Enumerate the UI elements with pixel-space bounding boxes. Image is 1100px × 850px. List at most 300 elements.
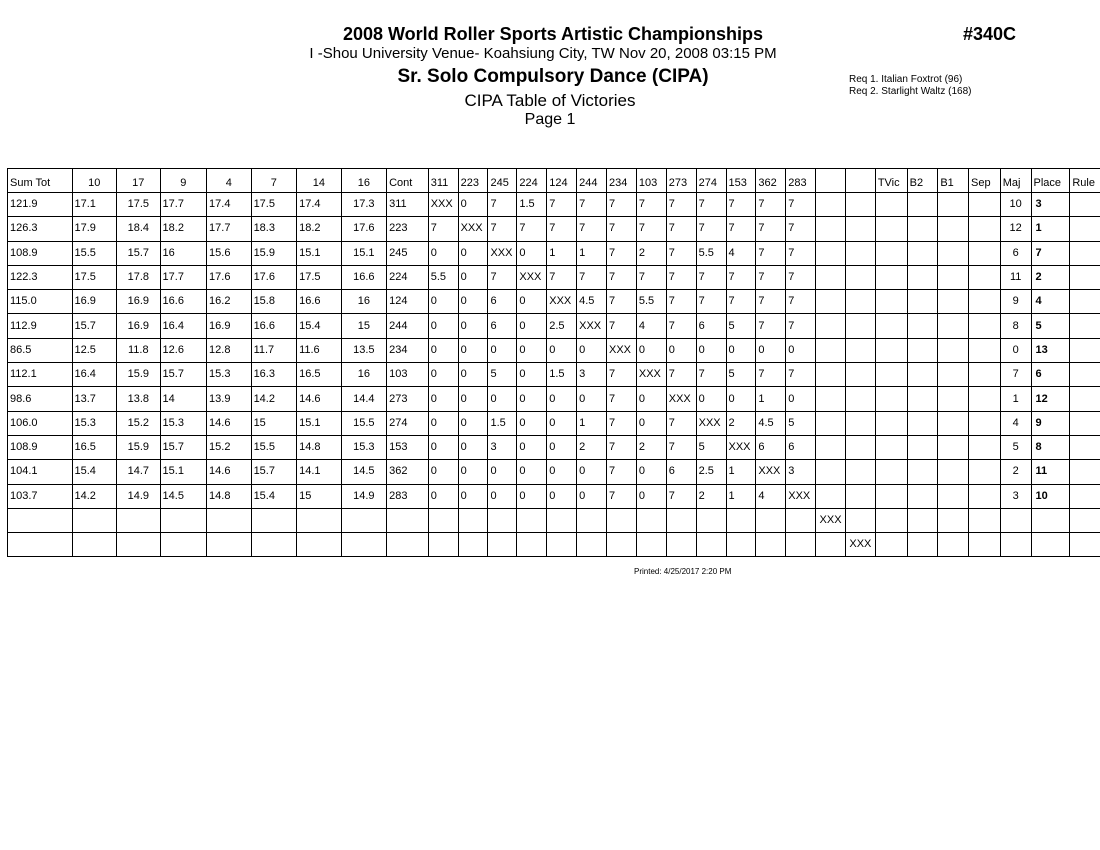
table-cell <box>845 193 875 217</box>
table-cell: 0 <box>488 484 517 508</box>
table-cell <box>607 533 637 557</box>
place-cell: 4 <box>1031 290 1070 314</box>
table-cell <box>968 314 1000 338</box>
table-cell <box>1070 241 1100 265</box>
table-header-row <box>8 169 1100 193</box>
place-cell <box>1031 533 1070 557</box>
table-cell: XXX <box>636 363 666 387</box>
table-cell: 7 <box>786 290 816 314</box>
column-header: 283 <box>786 169 816 193</box>
table-cell: 7 <box>488 265 517 289</box>
table-cell: 5 <box>726 314 756 338</box>
table-cell <box>816 484 846 508</box>
table-cell: 6 <box>786 435 816 459</box>
table-cell <box>968 241 1000 265</box>
table-cell <box>1070 193 1100 217</box>
table-cell: 7 <box>547 217 577 241</box>
table-cell <box>875 363 907 387</box>
table-cell: 7 <box>607 435 637 459</box>
table-cell: XXX <box>845 533 875 557</box>
table-cell: 0 <box>636 411 666 435</box>
table-cell: 0 <box>517 338 547 362</box>
table-cell <box>207 508 252 532</box>
table-cell: 7 <box>428 217 458 241</box>
sum-total-cell <box>8 533 73 557</box>
victories-table <box>7 168 1100 557</box>
sum-total-cell <box>8 508 73 532</box>
table-cell <box>341 508 386 532</box>
sum-total-cell: 108.9 <box>8 435 73 459</box>
table-cell <box>938 387 969 411</box>
table-cell: 0 <box>458 387 488 411</box>
table-cell: XXX <box>816 508 846 532</box>
table-cell: 224 <box>387 265 429 289</box>
table-cell <box>938 217 969 241</box>
table-cell <box>428 533 458 557</box>
table-cell: 5 <box>726 363 756 387</box>
sum-total-cell: 112.1 <box>8 363 73 387</box>
table-cell: 14.9 <box>341 484 386 508</box>
table-cell: 16.9 <box>72 290 117 314</box>
table-cell: 17.3 <box>341 193 386 217</box>
table-cell: 7 <box>547 265 577 289</box>
table-cell <box>938 508 969 532</box>
table-cell: 16.2 <box>207 290 252 314</box>
table-cell <box>251 533 297 557</box>
table-cell <box>726 533 756 557</box>
table-cell <box>938 533 969 557</box>
table-cell <box>845 314 875 338</box>
table-cell: 0 <box>458 411 488 435</box>
table-cell <box>968 460 1000 484</box>
table-cell: 7 <box>756 193 786 217</box>
table-cell <box>1070 217 1100 241</box>
table-cell <box>387 533 429 557</box>
table-cell: 2.5 <box>547 314 577 338</box>
table-cell: 0 <box>636 387 666 411</box>
table-cell: 14.2 <box>72 484 117 508</box>
table-cell <box>875 217 907 241</box>
table-cell: 274 <box>387 411 429 435</box>
table-cell <box>968 217 1000 241</box>
table-cell: 7 <box>636 217 666 241</box>
table-cell: 7 <box>786 217 816 241</box>
table-cell <box>517 533 547 557</box>
table-cell: 5 <box>786 411 816 435</box>
table-cell: 0 <box>517 387 547 411</box>
table-row <box>8 265 1100 289</box>
table-cell: 0 <box>577 460 607 484</box>
table-cell: 0 <box>726 387 756 411</box>
sum-total-cell: 86.5 <box>8 338 73 362</box>
table-cell: 14.7 <box>117 460 161 484</box>
table-cell: 0 <box>458 484 488 508</box>
table-cell: 0 <box>428 387 458 411</box>
table-cell: 7 <box>786 265 816 289</box>
table-cell: 7 <box>607 290 637 314</box>
table-cell: 12.6 <box>160 338 206 362</box>
table-cell: 6 <box>488 314 517 338</box>
majority-cell: 8 <box>1000 314 1031 338</box>
majority-cell: 2 <box>1000 460 1031 484</box>
table-cell: 0 <box>577 484 607 508</box>
majority-cell: 0 <box>1000 338 1031 362</box>
table-cell <box>875 387 907 411</box>
table-row <box>8 217 1100 241</box>
table-cell <box>816 533 846 557</box>
majority-cell: 5 <box>1000 435 1031 459</box>
table-cell: 0 <box>428 460 458 484</box>
table-row <box>8 338 1100 362</box>
table-cell: 15.5 <box>341 411 386 435</box>
table-cell: 0 <box>517 484 547 508</box>
table-cell: 7 <box>666 217 696 241</box>
table-cell <box>816 363 846 387</box>
table-cell <box>517 508 547 532</box>
table-cell: 0 <box>428 363 458 387</box>
table-cell: 15.6 <box>207 241 252 265</box>
table-cell <box>968 411 1000 435</box>
majority-cell: 12 <box>1000 217 1031 241</box>
table-cell: 0 <box>428 411 458 435</box>
table-cell: 15.4 <box>72 460 117 484</box>
table-cell <box>1070 265 1100 289</box>
table-cell <box>636 508 666 532</box>
table-cell: 273 <box>387 387 429 411</box>
table-cell <box>907 217 938 241</box>
table-cell: 0 <box>547 484 577 508</box>
table-cell: 1 <box>577 241 607 265</box>
table-cell <box>816 338 846 362</box>
table-cell: 0 <box>786 338 816 362</box>
table-cell: 234 <box>387 338 429 362</box>
table-row <box>8 435 1100 459</box>
table-cell: 7 <box>786 193 816 217</box>
table-cell: 7 <box>726 265 756 289</box>
table-cell <box>547 508 577 532</box>
table-cell: 4 <box>636 314 666 338</box>
table-cell: 15.1 <box>341 241 386 265</box>
table-cell: 14.8 <box>207 484 252 508</box>
place-cell: 12 <box>1031 387 1070 411</box>
table-cell: XXX <box>756 460 786 484</box>
table-cell <box>726 508 756 532</box>
table-cell: 15.7 <box>251 460 297 484</box>
table-cell: 14.8 <box>297 435 342 459</box>
page-number: Page 1 <box>524 111 576 128</box>
table-cell <box>968 533 1000 557</box>
table-cell: 17.6 <box>341 217 386 241</box>
table-cell <box>1070 533 1100 557</box>
table-cell <box>428 508 458 532</box>
table-cell <box>875 533 907 557</box>
table-cell: 0 <box>458 290 488 314</box>
table-cell: 15.9 <box>117 363 161 387</box>
table-row <box>8 387 1100 411</box>
majority-cell: 7 <box>1000 363 1031 387</box>
table-cell: 5.5 <box>636 290 666 314</box>
table-cell: 1 <box>726 460 756 484</box>
table-cell: 245 <box>387 241 429 265</box>
column-header: Sum Tot <box>8 169 73 193</box>
place-cell: 1 <box>1031 217 1070 241</box>
table-cell: 0 <box>547 338 577 362</box>
table-cell: 4.5 <box>756 411 786 435</box>
table-cell <box>666 508 696 532</box>
majority-cell <box>1000 533 1031 557</box>
place-cell: 5 <box>1031 314 1070 338</box>
table-cell <box>72 533 117 557</box>
table-cell: 7 <box>547 193 577 217</box>
table-cell: 16.9 <box>117 290 161 314</box>
column-header: 7 <box>251 169 297 193</box>
table-cell: 17.5 <box>117 193 161 217</box>
table-cell: 5.5 <box>428 265 458 289</box>
table-cell <box>72 508 117 532</box>
table-subtitle: CIPA Table of Victories <box>464 91 636 110</box>
table-cell: XXX <box>428 193 458 217</box>
table-cell <box>938 290 969 314</box>
table-cell: 7 <box>666 193 696 217</box>
table-cell: 0 <box>488 387 517 411</box>
majority-cell: 9 <box>1000 290 1031 314</box>
table-cell: 7 <box>607 411 637 435</box>
table-cell: 15.7 <box>160 435 206 459</box>
majority-cell: 3 <box>1000 484 1031 508</box>
table-cell <box>117 508 161 532</box>
table-cell: 0 <box>577 387 607 411</box>
column-header: TVic <box>875 169 907 193</box>
column-header: 274 <box>696 169 726 193</box>
table-cell <box>607 508 637 532</box>
table-cell <box>1070 363 1100 387</box>
table-cell: 0 <box>786 387 816 411</box>
column-header <box>816 169 846 193</box>
table-cell <box>207 533 252 557</box>
table-row <box>8 241 1100 265</box>
column-header: 234 <box>607 169 637 193</box>
table-cell: XXX <box>607 338 637 362</box>
table-cell: 7 <box>696 217 726 241</box>
table-cell <box>845 460 875 484</box>
table-cell <box>938 193 969 217</box>
table-cell <box>577 533 607 557</box>
table-cell: 6 <box>696 314 726 338</box>
table-cell <box>696 533 726 557</box>
table-cell: 0 <box>756 338 786 362</box>
table-cell <box>341 533 386 557</box>
table-cell: 2 <box>636 435 666 459</box>
table-cell: 14.4 <box>341 387 386 411</box>
table-cell: 7 <box>607 460 637 484</box>
table-cell: 13.5 <box>341 338 386 362</box>
column-header: 224 <box>517 169 547 193</box>
table-cell: 7 <box>636 265 666 289</box>
table-cell: 15 <box>341 314 386 338</box>
table-cell: 0 <box>517 314 547 338</box>
table-row <box>8 533 1100 557</box>
table-cell <box>816 435 846 459</box>
table-cell: 1.5 <box>488 411 517 435</box>
table-cell: 3 <box>488 435 517 459</box>
table-cell <box>968 338 1000 362</box>
sum-total-cell: 106.0 <box>8 411 73 435</box>
table-cell: 0 <box>666 338 696 362</box>
table-cell <box>845 508 875 532</box>
table-cell <box>907 314 938 338</box>
table-cell: 15.9 <box>251 241 297 265</box>
table-cell: 16 <box>160 241 206 265</box>
table-cell: 7 <box>756 290 786 314</box>
table-cell <box>938 411 969 435</box>
table-cell: 0 <box>458 265 488 289</box>
column-header: 9 <box>160 169 206 193</box>
table-cell: 0 <box>636 484 666 508</box>
table-cell: 7 <box>666 290 696 314</box>
table-cell: 18.2 <box>297 217 342 241</box>
table-cell <box>968 435 1000 459</box>
table-cell: XXX <box>577 314 607 338</box>
table-row <box>8 508 1100 532</box>
table-cell <box>816 290 846 314</box>
table-cell: 223 <box>387 217 429 241</box>
table-cell: 0 <box>458 338 488 362</box>
table-cell: 14.6 <box>207 411 252 435</box>
table-cell: 6 <box>756 435 786 459</box>
table-cell: 15.3 <box>207 363 252 387</box>
table-cell <box>845 217 875 241</box>
table-cell: 17.1 <box>72 193 117 217</box>
table-cell: 7 <box>726 217 756 241</box>
table-cell <box>1070 387 1100 411</box>
table-cell <box>907 411 938 435</box>
table-cell: 7 <box>666 363 696 387</box>
sum-total-cell: 108.9 <box>8 241 73 265</box>
table-cell: 1 <box>547 241 577 265</box>
table-cell: 0 <box>517 290 547 314</box>
table-cell: 14.5 <box>160 484 206 508</box>
sum-total-cell: 121.9 <box>8 193 73 217</box>
table-cell <box>907 265 938 289</box>
table-cell <box>816 387 846 411</box>
place-cell: 8 <box>1031 435 1070 459</box>
table-cell <box>938 363 969 387</box>
requirements-list <box>849 74 971 98</box>
sum-total-cell: 98.6 <box>8 387 73 411</box>
table-cell: 7 <box>726 193 756 217</box>
table-cell: 0 <box>458 435 488 459</box>
table-cell: 13.7 <box>72 387 117 411</box>
column-header: B1 <box>938 169 969 193</box>
table-cell <box>938 314 969 338</box>
table-cell <box>907 533 938 557</box>
table-cell <box>1070 484 1100 508</box>
table-cell: 2 <box>726 411 756 435</box>
table-cell <box>845 435 875 459</box>
table-cell: 0 <box>547 387 577 411</box>
table-cell: 7 <box>786 363 816 387</box>
place-cell: 9 <box>1031 411 1070 435</box>
table-cell: 0 <box>428 290 458 314</box>
table-cell <box>968 484 1000 508</box>
place-cell: 10 <box>1031 484 1070 508</box>
table-cell: 15.3 <box>341 435 386 459</box>
table-cell: 14.5 <box>341 460 386 484</box>
table-cell <box>968 508 1000 532</box>
table-cell: 15.3 <box>160 411 206 435</box>
table-cell: 3 <box>577 363 607 387</box>
table-cell <box>816 314 846 338</box>
table-cell: 0 <box>517 241 547 265</box>
table-cell: 153 <box>387 435 429 459</box>
table-cell: 15 <box>251 411 297 435</box>
table-cell: 7 <box>488 193 517 217</box>
table-row <box>8 411 1100 435</box>
majority-cell: 11 <box>1000 265 1031 289</box>
table-cell <box>968 363 1000 387</box>
table-cell <box>547 533 577 557</box>
table-row <box>8 314 1100 338</box>
majority-cell: 6 <box>1000 241 1031 265</box>
table-cell: 7 <box>696 193 726 217</box>
table-cell: 17.4 <box>207 193 252 217</box>
table-cell: 15.1 <box>297 241 342 265</box>
table-cell: 7 <box>666 314 696 338</box>
table-cell: 2.5 <box>696 460 726 484</box>
table-cell <box>875 411 907 435</box>
table-cell <box>1070 338 1100 362</box>
column-header: 245 <box>488 169 517 193</box>
table-cell: 0 <box>577 338 607 362</box>
table-cell: 124 <box>387 290 429 314</box>
table-cell <box>938 338 969 362</box>
table-cell: 18.2 <box>160 217 206 241</box>
column-header: 223 <box>458 169 488 193</box>
table-cell: 7 <box>666 484 696 508</box>
table-cell: 16.5 <box>72 435 117 459</box>
table-cell: 7 <box>666 411 696 435</box>
table-cell: 0 <box>428 314 458 338</box>
table-cell: 17.7 <box>207 217 252 241</box>
table-cell: 7 <box>666 265 696 289</box>
table-cell: 1 <box>726 484 756 508</box>
table-cell <box>907 363 938 387</box>
table-cell: XXX <box>786 484 816 508</box>
table-cell <box>1070 314 1100 338</box>
table-cell: 0 <box>488 338 517 362</box>
table-cell: 362 <box>387 460 429 484</box>
table-cell <box>907 338 938 362</box>
table-cell: XXX <box>488 241 517 265</box>
table-cell: 11.6 <box>297 338 342 362</box>
table-cell <box>907 435 938 459</box>
table-cell <box>875 290 907 314</box>
table-cell: 16.4 <box>72 363 117 387</box>
table-cell: 15.1 <box>297 411 342 435</box>
table-cell <box>816 411 846 435</box>
place-cell: 2 <box>1031 265 1070 289</box>
table-cell: 0 <box>428 484 458 508</box>
event-title: Sr. Solo Compulsory Dance (CIPA) <box>397 66 709 87</box>
table-cell <box>907 193 938 217</box>
majority-cell <box>1000 508 1031 532</box>
table-cell: XXX <box>726 435 756 459</box>
table-cell: 15.5 <box>72 241 117 265</box>
table-cell: 0 <box>636 460 666 484</box>
place-cell: 7 <box>1031 241 1070 265</box>
place-cell: 11 <box>1031 460 1070 484</box>
table-cell: 16.6 <box>297 290 342 314</box>
